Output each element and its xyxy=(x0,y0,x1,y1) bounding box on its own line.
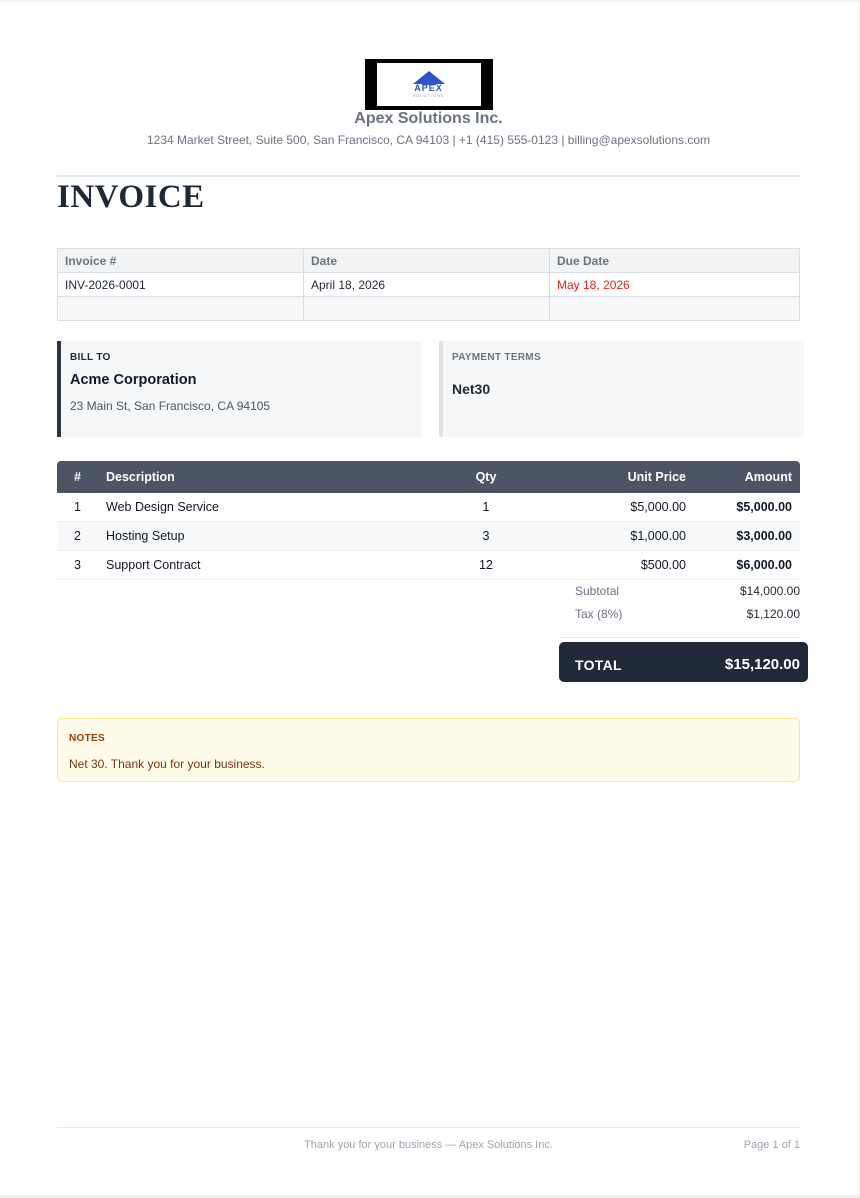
column-header-number: # xyxy=(74,470,81,484)
grand-total-box xyxy=(559,642,808,682)
header-divider xyxy=(57,175,800,177)
meta-empty-row xyxy=(58,297,800,321)
table-row xyxy=(57,522,800,551)
company-logo xyxy=(365,59,493,110)
meta-header-due-date: Due Date xyxy=(550,249,800,273)
payment-terms-value: Net30 xyxy=(452,381,491,397)
total-label: TOTAL xyxy=(575,657,622,673)
totals-divider xyxy=(559,637,800,638)
bill-to-label: BILL TO xyxy=(70,352,111,363)
notes-label: NOTES xyxy=(69,733,105,744)
item-amount: $6,000.00 xyxy=(686,551,800,580)
column-header-amount: Amount xyxy=(744,470,792,484)
meta-value-row xyxy=(58,273,800,297)
total-value: $15,120.00 xyxy=(724,656,800,673)
table-row xyxy=(57,551,800,580)
meta-empty-cell xyxy=(58,297,304,321)
subtotal-label: Subtotal xyxy=(575,584,620,598)
item-unit-price: $1,000.00 xyxy=(536,522,686,551)
item-number: 2 xyxy=(57,522,98,551)
invoice-date: April 18, 2026 xyxy=(304,273,550,297)
invoice-header xyxy=(57,59,800,147)
logo-subtext: SOLUTIONS xyxy=(412,93,445,98)
document-title: INVOICE xyxy=(57,179,205,215)
logo-word: APEX xyxy=(414,83,443,93)
item-unit-price: $5,000.00 xyxy=(536,493,686,522)
footer-divider xyxy=(57,1127,800,1128)
notes-text: Net 30. Thank you for your business. xyxy=(69,757,265,771)
page-top-rule xyxy=(0,0,860,2)
item-description: Hosting Setup xyxy=(98,522,436,551)
tax-value: $1,120.00 xyxy=(746,607,800,621)
bill-to-name: Acme Corporation xyxy=(70,372,197,388)
meta-header-invoice-number: Invoice # xyxy=(58,249,304,273)
payment-terms-card xyxy=(439,341,804,437)
item-number: 3 xyxy=(57,551,98,580)
meta-empty-cell xyxy=(550,297,800,321)
tax-row xyxy=(575,607,800,623)
subtotal-row xyxy=(575,584,800,600)
company-logo-inner xyxy=(377,63,481,106)
column-header-unit-price: Unit Price xyxy=(627,470,686,484)
item-amount: $5,000.00 xyxy=(686,493,800,522)
company-contact-line: 1234 Market Street, Suite 500, San Francisco, CA 94103 | +1 (415) 555-0123 | billing@apexsolutions.com xyxy=(146,133,711,147)
item-description: Web Design Service xyxy=(98,493,436,522)
meta-header-date: Date xyxy=(304,249,550,273)
column-header-qty: Qty xyxy=(475,470,497,484)
invoice-meta-table xyxy=(57,248,800,321)
line-items-header-row xyxy=(57,461,800,493)
item-qty: 3 xyxy=(436,522,536,551)
tax-label: Tax (8%) xyxy=(575,607,623,621)
item-amount: $3,000.00 xyxy=(686,522,800,551)
bill-to-card xyxy=(57,341,422,437)
item-qty: 1 xyxy=(436,493,536,522)
column-header-description: Description xyxy=(106,470,175,484)
company-name: Apex Solutions Inc. xyxy=(354,110,503,127)
table-row xyxy=(57,493,800,522)
footer-message: Thank you for your business — Apex Solutions Inc. xyxy=(304,1139,553,1151)
notes-box xyxy=(57,718,800,782)
bill-to-address: 23 Main St, San Francisco, CA 94105 xyxy=(70,399,271,413)
item-number: 1 xyxy=(57,493,98,522)
meta-header-row xyxy=(58,249,800,273)
line-items-table xyxy=(57,461,800,580)
payment-terms-label: PAYMENT TERMS xyxy=(452,352,541,363)
invoice-number: INV-2026-0001 xyxy=(58,273,304,297)
subtotal-value: $14,000.00 xyxy=(739,584,800,598)
due-date: May 18, 2026 xyxy=(550,273,800,297)
item-unit-price: $500.00 xyxy=(536,551,686,580)
meta-empty-cell xyxy=(304,297,550,321)
item-qty: 12 xyxy=(436,551,536,580)
item-description: Support Contract xyxy=(98,551,436,580)
page-number: Page 1 of 1 xyxy=(743,1139,800,1151)
